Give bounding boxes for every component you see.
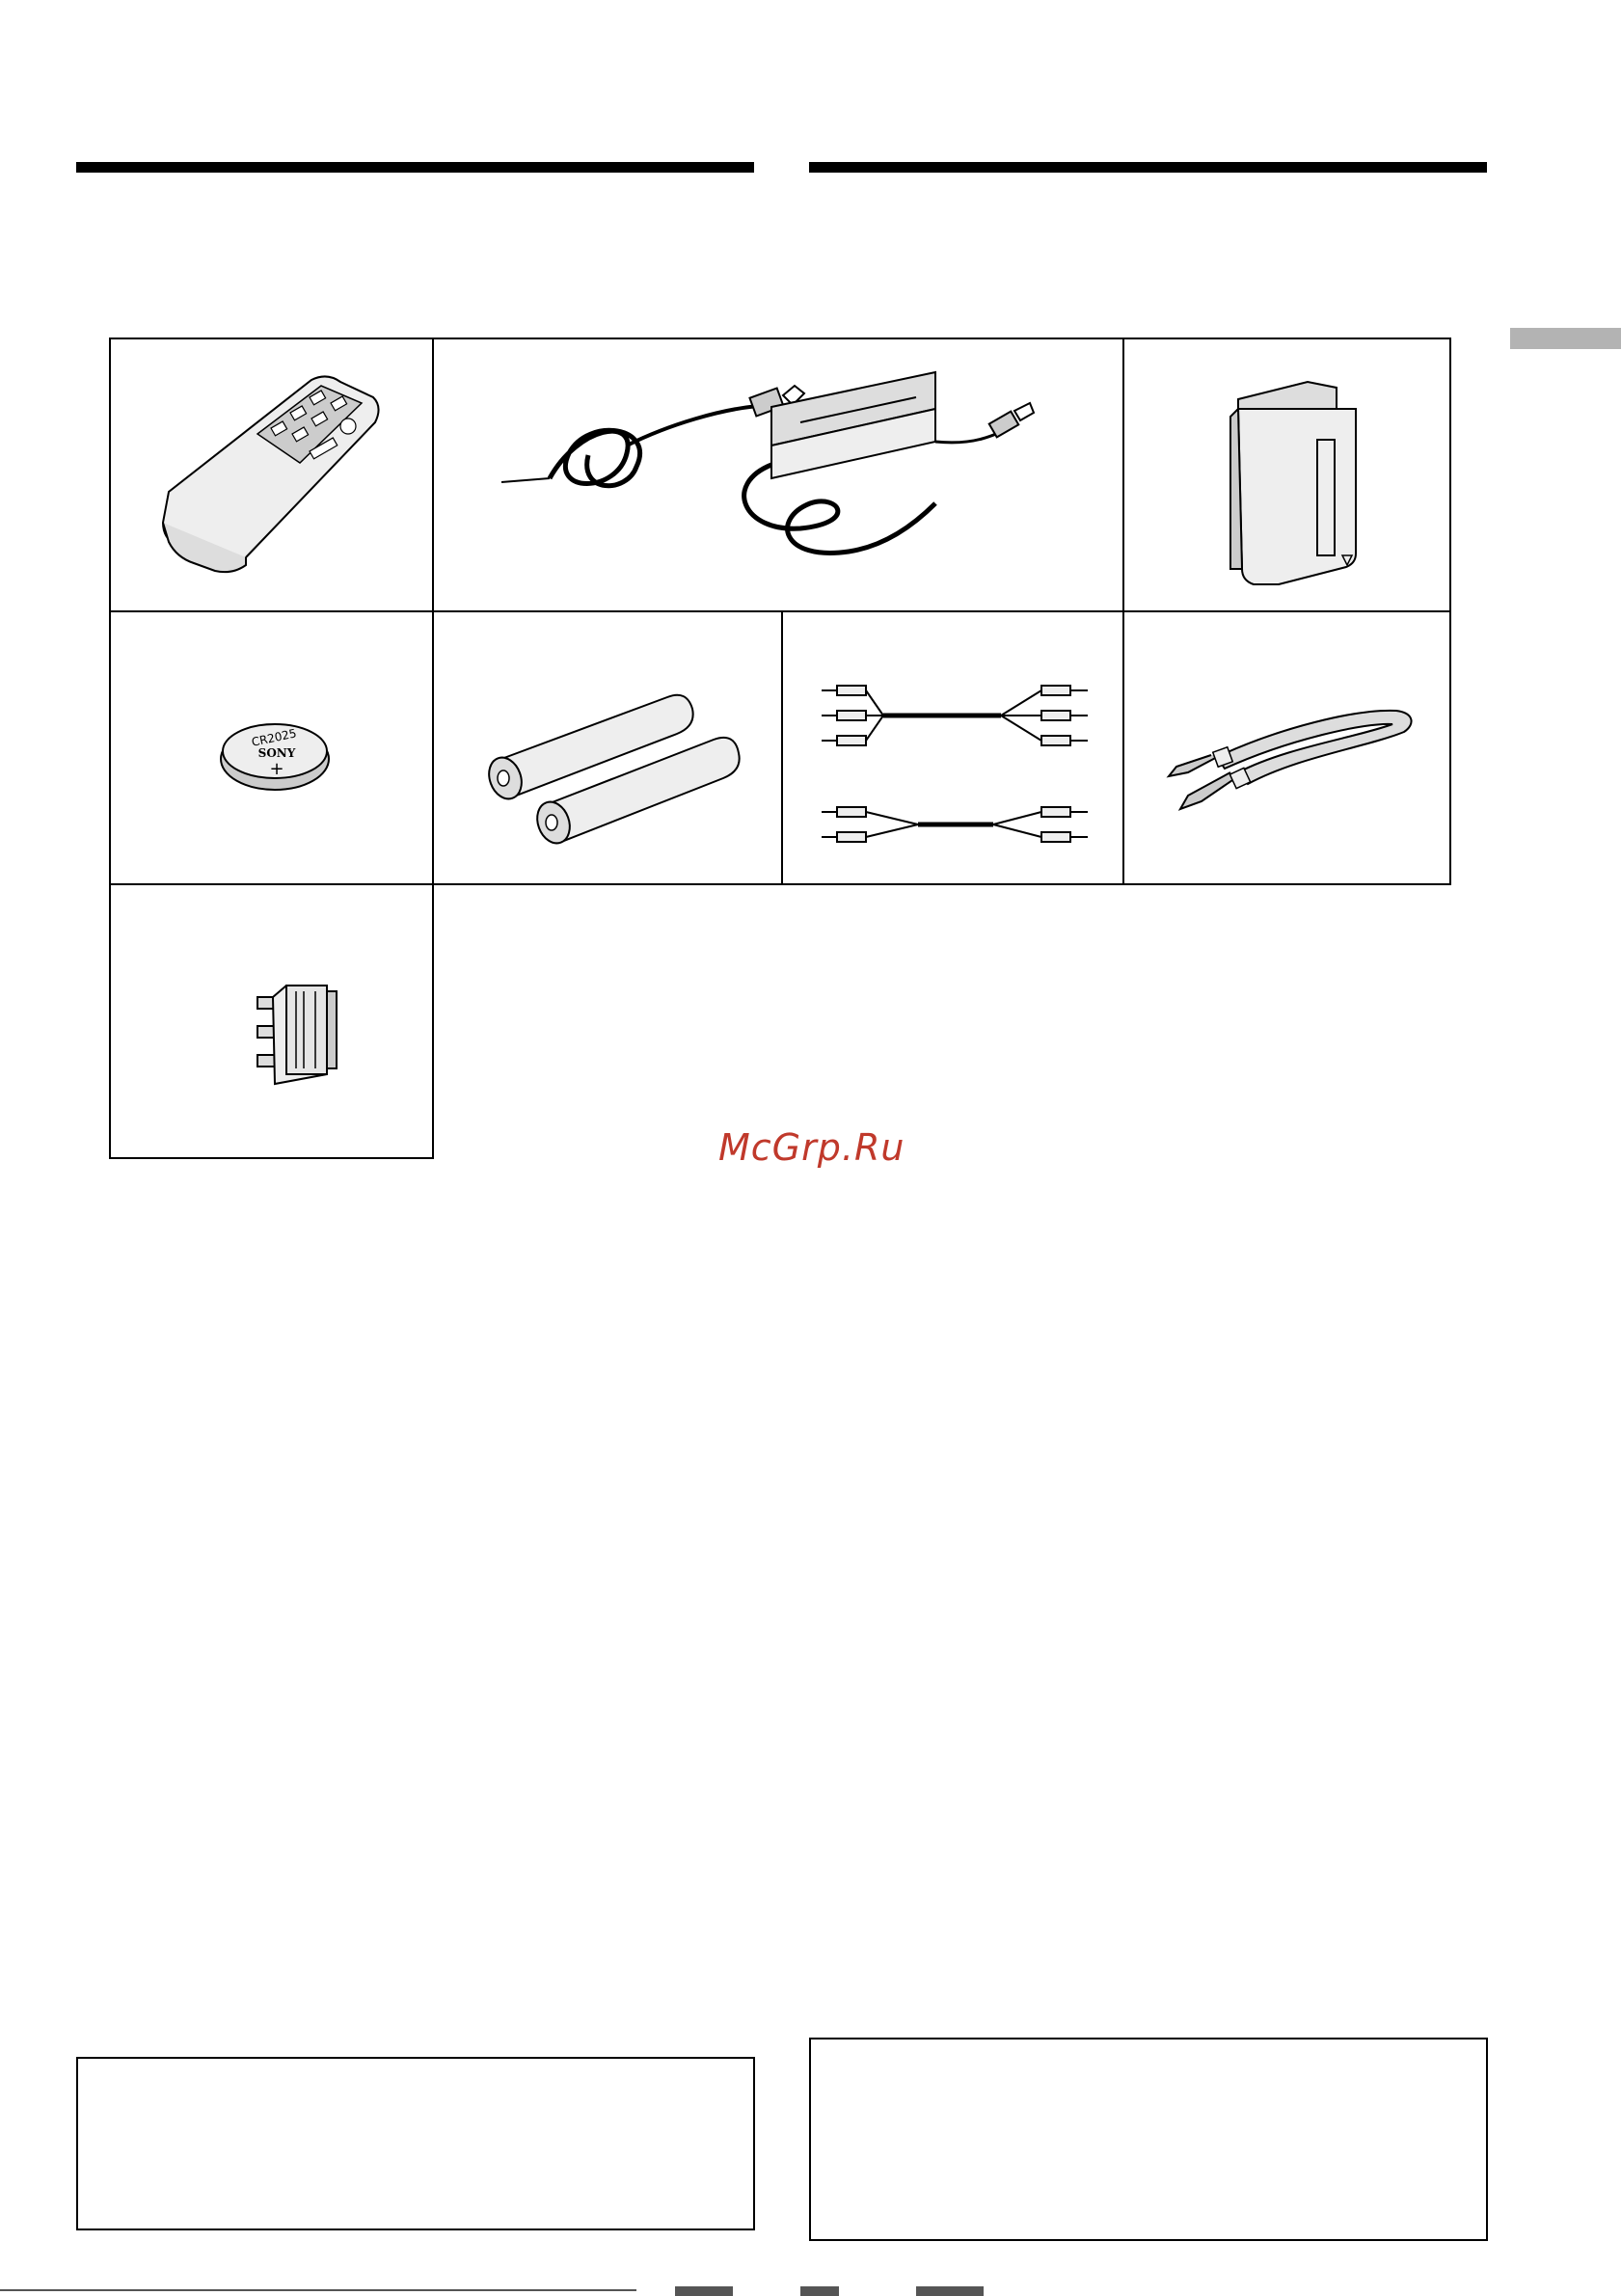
battery-polarity-text: + — [269, 759, 284, 779]
accessory-cell-av-cable — [781, 610, 1124, 885]
scart-adaptor-icon — [111, 885, 434, 1159]
accessory-cell-scart-adaptor — [109, 883, 434, 1159]
accessory-cell-remote — [109, 338, 434, 612]
note-box-right — [809, 2038, 1488, 2241]
watermark-text: McGrp.Ru — [718, 1126, 905, 1169]
footer-mark-1 — [675, 2286, 733, 2296]
footer-mark-3 — [916, 2286, 984, 2296]
accessory-cell-battery-pack — [1122, 338, 1451, 612]
note-box-left — [76, 2057, 755, 2230]
battery-model-text: CR2025 — [250, 726, 298, 749]
accessory-cell-lithium-battery — [109, 610, 434, 885]
footer-rule — [0, 2289, 636, 2291]
aa-batteries-icon — [434, 612, 783, 885]
battery-pack-icon — [1124, 339, 1451, 612]
battery-brand-text: SONY — [257, 746, 296, 760]
accessory-cell-shoulder-strap — [1122, 610, 1451, 885]
ac-power-adaptor-icon — [434, 339, 1124, 612]
footer-mark-2 — [800, 2286, 839, 2296]
remote-commander-icon — [111, 339, 434, 612]
lithium-battery-icon — [111, 612, 434, 885]
av-connecting-cable-icon — [783, 612, 1124, 885]
shoulder-strap-icon — [1124, 612, 1451, 885]
accessory-cell-aa-batteries — [432, 610, 783, 885]
accessory-cell-ac-adaptor — [432, 338, 1124, 612]
